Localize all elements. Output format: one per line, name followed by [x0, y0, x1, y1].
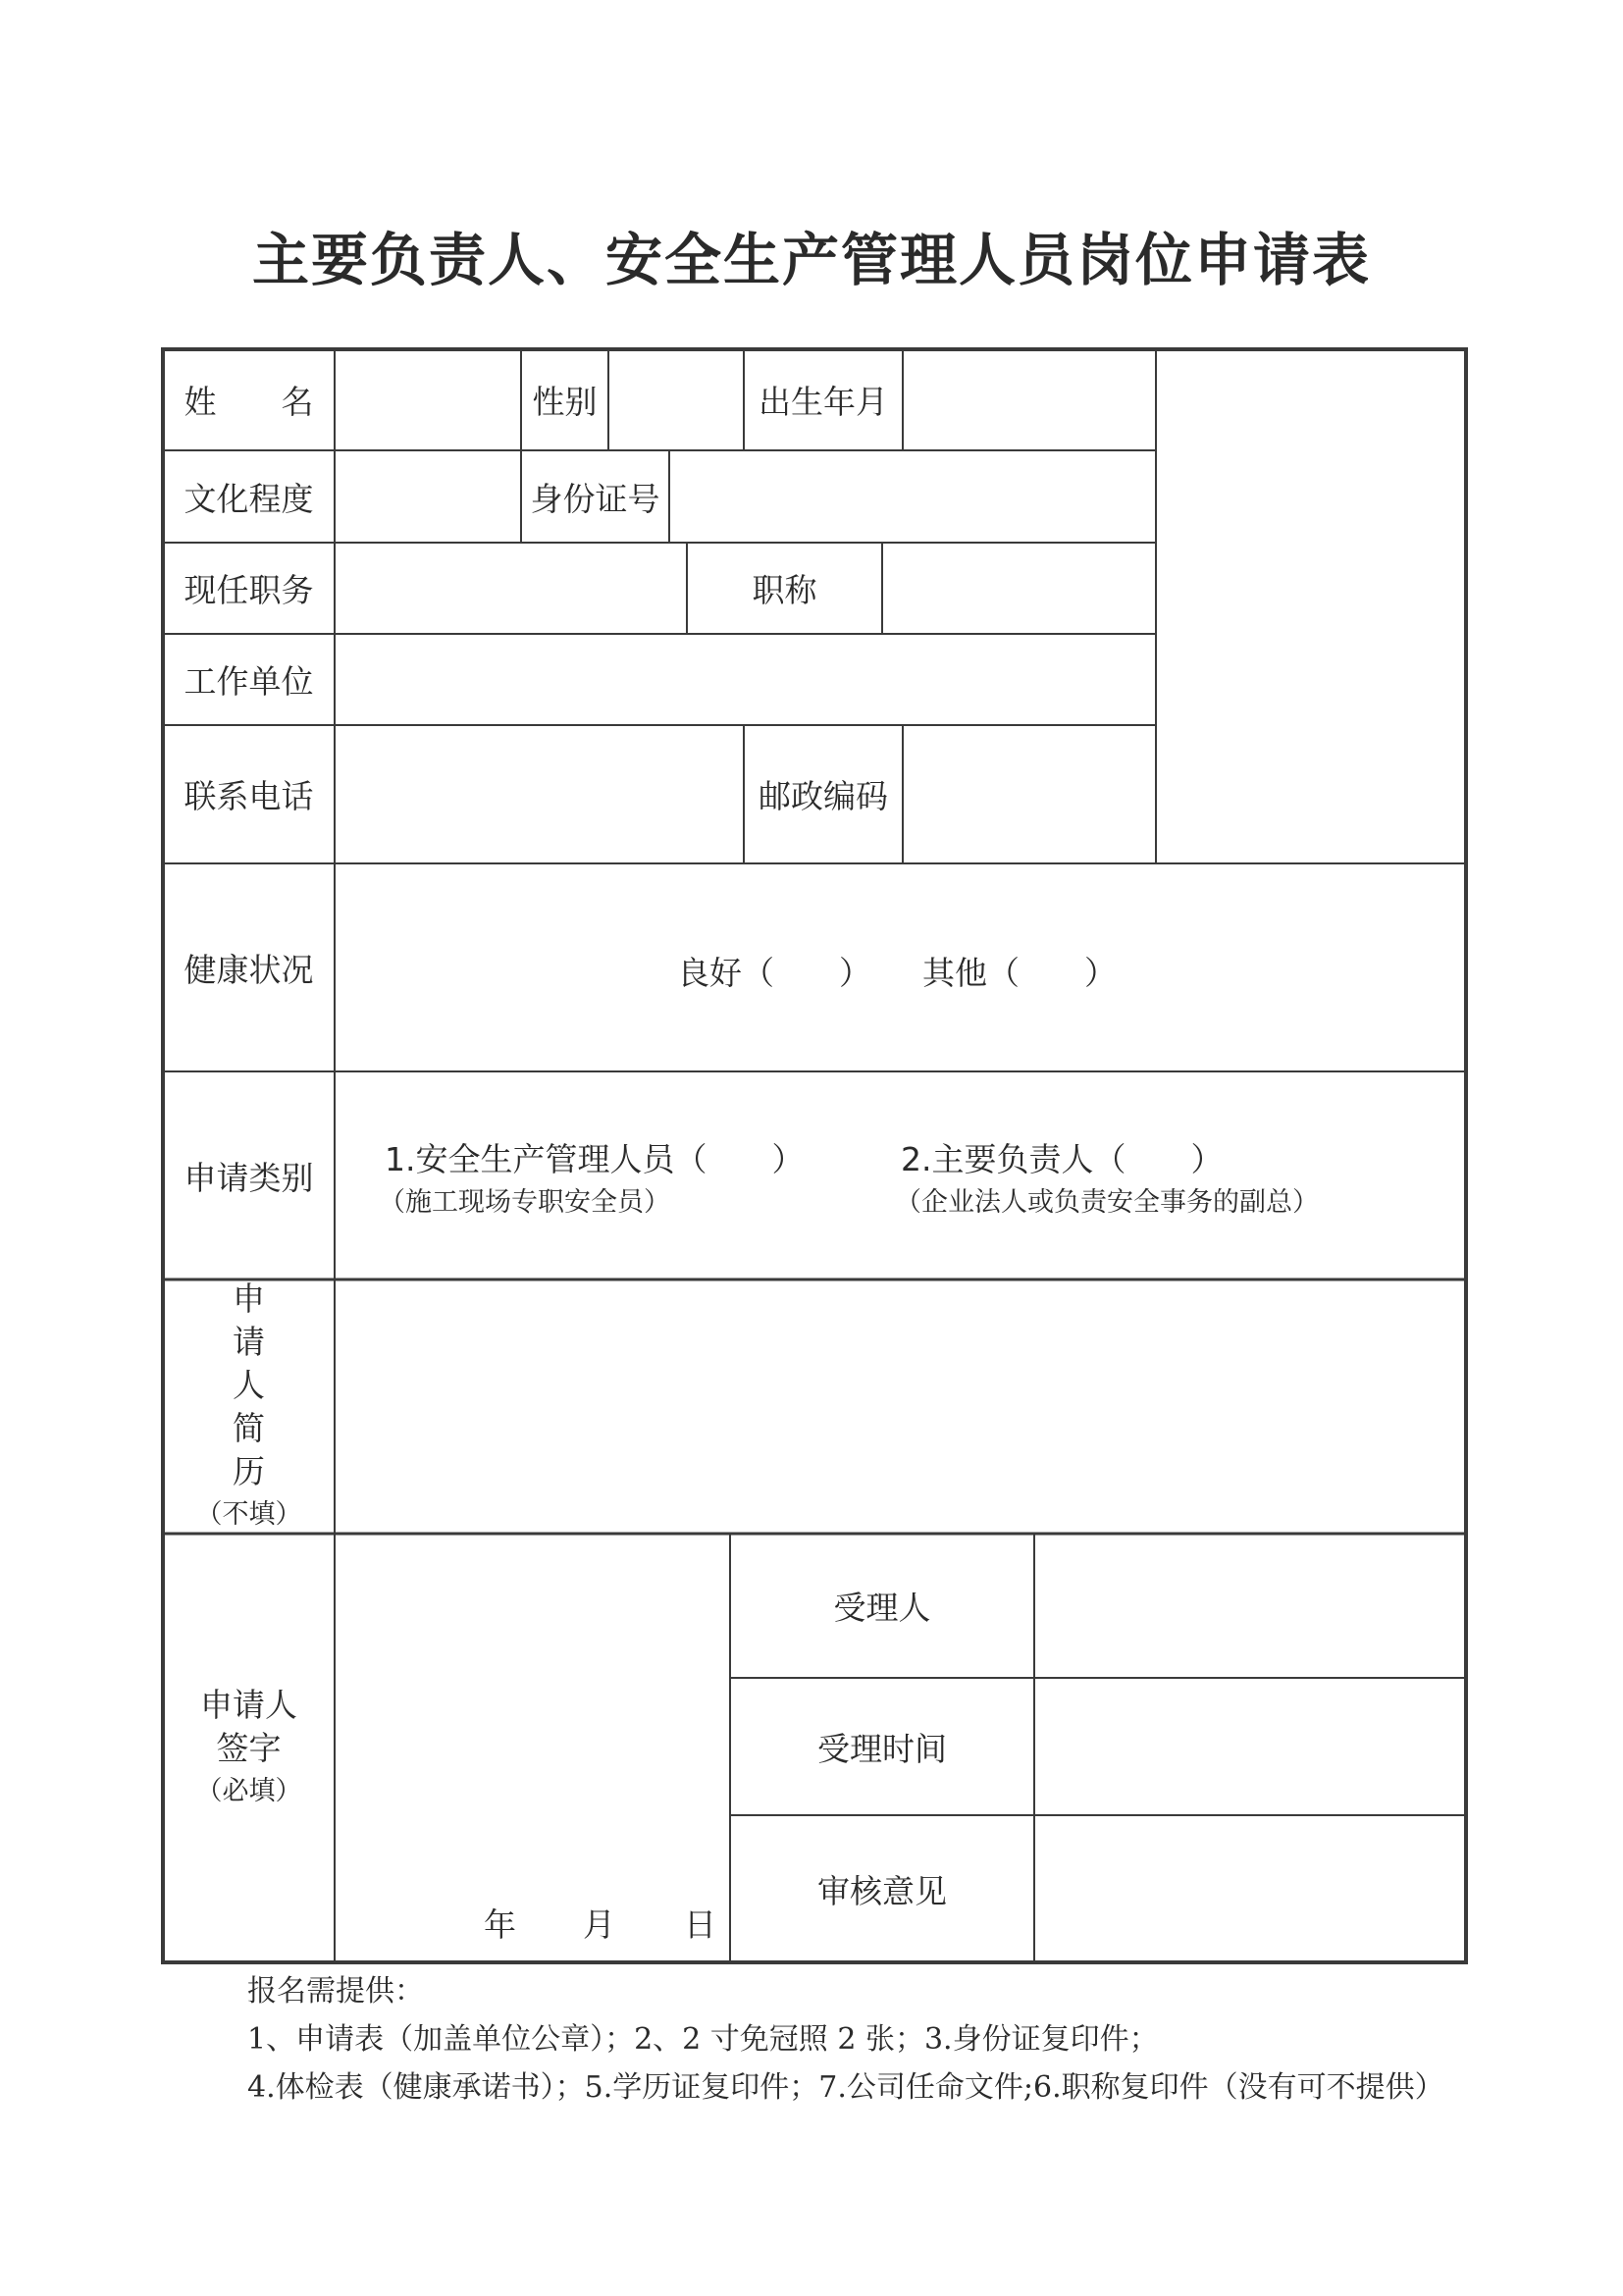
signature-line: 签字	[216, 1728, 282, 1767]
resume-field[interactable]	[335, 1279, 1466, 1534]
date-month: 月	[583, 1905, 615, 1944]
label-education: 文化程度	[183, 479, 314, 518]
resume-note: （不填）	[195, 1499, 302, 1530]
label-review: 审核意见	[817, 1871, 947, 1910]
footer-heading: 报名需提供：	[247, 1974, 424, 2009]
label-phone: 联系电话	[183, 777, 314, 815]
resume-char: 人	[233, 1366, 265, 1404]
resume-char: 简	[233, 1409, 265, 1447]
label-receive-time: 受理时间	[817, 1729, 947, 1768]
label-health: 健康状况	[183, 950, 314, 989]
health-option-good[interactable]: 良好（ ）	[677, 954, 871, 992]
footer-line-1: 1、申请表（加盖单位公章）；2、2 寸免冠照 2 张；3.身份证复印件；	[247, 2022, 1159, 2057]
date-year: 年	[484, 1905, 516, 1944]
date-day: 日	[684, 1905, 716, 1944]
job-title-field[interactable]	[882, 543, 1156, 634]
phone-field[interactable]	[335, 725, 744, 863]
label-postcode: 邮政编码	[759, 777, 888, 815]
position-field[interactable]	[335, 543, 687, 634]
birth-field[interactable]	[903, 349, 1156, 450]
review-field[interactable]	[1034, 1815, 1466, 1962]
label-gender: 性别	[532, 383, 598, 421]
resume-char: 历	[233, 1452, 265, 1490]
receive-time-field[interactable]	[1034, 1678, 1466, 1815]
category-option-principal-note: （企业法人或负责安全事务的副总）	[895, 1187, 1319, 1218]
signature-line: 申请人	[200, 1685, 297, 1724]
label-category: 申请类别	[183, 1158, 314, 1197]
category-option-principal[interactable]: 2.主要负责人（ ）	[901, 1140, 1224, 1178]
category-option-safety-manager-note: （施工现场专职安全员）	[379, 1187, 670, 1218]
signature-field[interactable]	[335, 1534, 730, 1962]
employer-field[interactable]	[335, 634, 1156, 725]
resume-char: 申	[233, 1279, 265, 1318]
resume-char: 请	[233, 1323, 265, 1361]
label-resume	[163, 1279, 335, 1530]
label-receiver: 受理人	[833, 1589, 931, 1627]
label-position: 现任职务	[183, 571, 314, 609]
label-signature	[163, 1534, 335, 1962]
footer-line-2: 4.体检表（健康承诺书）；5.学历证复印件；7.公司任命文件;6.职称复印件（没有可不提供）	[247, 2070, 1444, 2105]
gender-field[interactable]	[608, 349, 744, 450]
postcode-field[interactable]	[903, 725, 1156, 863]
receiver-field[interactable]	[1034, 1534, 1466, 1678]
label-birth: 出生年月	[759, 383, 888, 421]
photo-area	[1156, 349, 1466, 863]
label-job-title: 职称	[752, 571, 817, 609]
education-field[interactable]	[335, 450, 521, 543]
label-employer: 工作单位	[183, 662, 314, 701]
id-number-field[interactable]	[669, 450, 1156, 543]
form-title: 主要负责人、安全生产管理人员岗位申请表	[251, 227, 1371, 293]
name-field[interactable]	[335, 349, 521, 450]
health-option-other[interactable]: 其他（ ）	[922, 954, 1117, 992]
label-name: 姓 名	[183, 383, 314, 421]
label-id-number: 身份证号	[530, 479, 660, 518]
signature-note: （必填）	[195, 1775, 302, 1806]
category-option-safety-manager[interactable]: 1.安全生产管理人员（ ）	[385, 1140, 805, 1178]
